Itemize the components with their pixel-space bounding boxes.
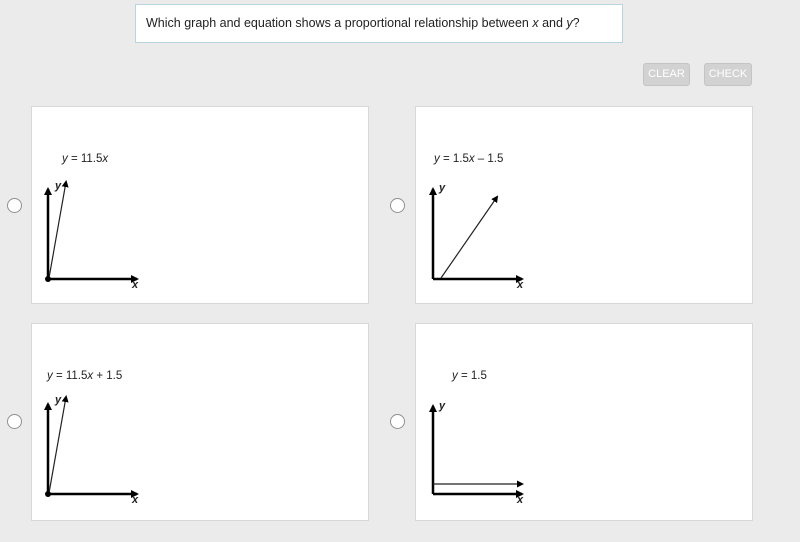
option-3-y-label: y (55, 394, 62, 406)
option-1-card[interactable] (31, 106, 369, 304)
option-2-graph (416, 107, 754, 305)
option-1-graph-line (49, 182, 66, 278)
option-4-graph (416, 324, 754, 522)
option-3-radio[interactable] (7, 414, 22, 429)
option-4-y-label: y (439, 400, 446, 412)
option-2-y-label: y (439, 182, 446, 194)
option-4-card[interactable] (415, 323, 753, 521)
option-3-origin-dot (45, 491, 51, 497)
option-2-graph-line (441, 197, 497, 278)
option-1-origin-dot (45, 276, 51, 282)
option-3-graph-line (49, 397, 66, 493)
option-2-equation: y = 1.5x – 1.5 (434, 153, 504, 165)
question-prompt: Which graph and equation shows a proportional relationship between x and y? (135, 4, 623, 43)
option-2-radio[interactable] (390, 198, 405, 213)
option-1-equation: y = 11.5x (62, 153, 109, 165)
option-4-x-label: x (517, 494, 524, 506)
option-1-x-label: x (132, 279, 139, 291)
option-3-x-label: x (132, 494, 139, 506)
option-4-radio[interactable] (390, 414, 405, 429)
option-3-graph (32, 324, 370, 522)
clear-button[interactable]: CLEAR (643, 63, 690, 86)
check-button[interactable]: CHECK (704, 63, 752, 86)
option-4-equation: y = 1.5 (452, 370, 487, 382)
option-3-equation: y = 11.5x + 1.5 (47, 370, 123, 382)
option-2-x-label: x (517, 279, 524, 291)
option-1-y-label: y (55, 180, 62, 192)
option-2-card[interactable] (415, 106, 753, 304)
option-3-card[interactable] (31, 323, 369, 521)
option-1-graph (32, 107, 370, 305)
option-1-radio[interactable] (7, 198, 22, 213)
